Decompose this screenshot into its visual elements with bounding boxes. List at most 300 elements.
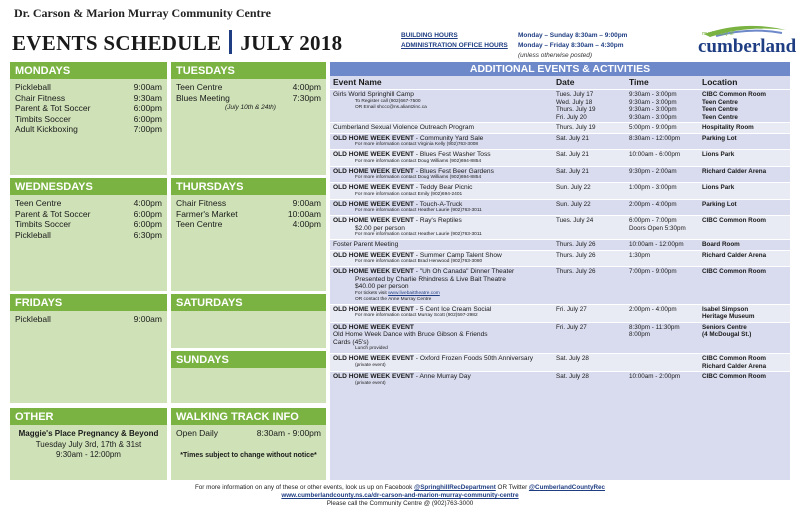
event-name: - Ray's Reptiles: [413, 217, 462, 224]
event-name: - Blues Fest Beer Gardens: [413, 167, 494, 175]
event-time: 10:00am - 2:00pm: [629, 373, 681, 380]
event-location-cell: [702, 135, 790, 149]
event-name: - Blues Fest Washer Toss: [413, 151, 491, 158]
walking-header: WALKING TRACK INFO: [171, 408, 326, 425]
event-time-cell: [629, 268, 702, 303]
event-location-cell: [702, 373, 790, 387]
event-date: Thurs. July 19: [556, 124, 596, 131]
event-title: [333, 217, 556, 225]
activity-time: 4:00pm: [292, 82, 321, 92]
activity-time: 9:00am: [292, 198, 321, 208]
event-title: [333, 168, 556, 176]
event-date: Sun. July 22: [556, 184, 591, 191]
event-name-cell: [330, 252, 556, 266]
event-location-cell: [702, 306, 790, 321]
event-row: [330, 215, 790, 239]
event-time: 8:30pm - 11:30pm: [629, 323, 680, 331]
event-time-cell: [629, 217, 702, 238]
event-prefix: OLD HOME WEEK EVENT: [333, 323, 414, 331]
col-time: Time: [629, 77, 649, 87]
event-time: 2:00pm - 4:00pm: [629, 305, 677, 313]
event-time-cell: [629, 168, 702, 182]
event-location: Board Room: [702, 241, 740, 248]
walking-rows: [171, 425, 326, 442]
event-location: Teen Centre: [702, 98, 738, 106]
event-title: [333, 241, 556, 249]
event-title: [333, 373, 556, 381]
event-date-cell: [556, 241, 629, 249]
event-location-cell: [702, 241, 790, 249]
office-hours-label: ADMINISTRATION OFFICE HOURS: [401, 42, 508, 49]
facebook-link[interactable]: @SpringhillRecDepartment: [414, 484, 496, 491]
event-name: - Oxford Frozen Foods 50th Anniversary: [413, 355, 534, 362]
event-contact: (private event): [355, 362, 386, 368]
fridays-row: [15, 314, 162, 325]
event-time: 2:00pm - 4:00pm: [629, 200, 677, 208]
other-line1: Maggie's Place Pregnancy & Beyond: [18, 429, 159, 438]
event-row: [330, 182, 790, 199]
event-name: Foster Parent Meeting: [333, 241, 399, 248]
event-time-cell: [629, 373, 702, 387]
mondays-box: [10, 62, 167, 175]
activity-time: 10:00am: [287, 208, 321, 219]
event-time: 1:00pm - 3:00pm: [629, 184, 677, 191]
event-location-cell: [702, 268, 790, 303]
thursdays-row: [176, 198, 321, 209]
event-contact: For more information contact Virginia Kelly (902)763-3008: [355, 142, 479, 147]
event-title: [333, 184, 556, 192]
cumberland-logo: [664, 22, 797, 62]
walking-notice: *Times subject to change without notice*: [180, 451, 317, 459]
wednesdays-rows: [10, 195, 167, 243]
event-location: Isabel Simpson: [702, 305, 749, 313]
event-date-cell: [556, 135, 629, 149]
activity-name: Timbits Soccer: [15, 113, 71, 124]
event-location: CIBC Common Room: [702, 217, 767, 224]
event-detail: Presented by Charlie Rhindress & Live Bait Theatre: [355, 275, 506, 283]
event-contact: For more information contact Murray Scott (902)597-2982: [355, 313, 478, 318]
event-title: [333, 252, 556, 260]
event-date: Thurs. July 26: [556, 251, 596, 259]
event-date-cell: [556, 151, 629, 165]
event-contact: Lunch provided: [355, 346, 388, 351]
event-date-cell: [556, 184, 629, 198]
event-time-cell: [629, 135, 702, 149]
activity-name: Teen Centre: [176, 82, 223, 92]
event-time: 9:30am - 3:00pm: [629, 98, 677, 106]
walking-label: Open Daily: [176, 428, 219, 438]
activity-name: Adult Kickboxing: [15, 124, 78, 134]
events-table-head: [330, 76, 790, 89]
activity-name: Teen Centre: [15, 198, 62, 208]
event-time: 8:00pm: [629, 331, 651, 338]
event-date: Fri. July 27: [556, 305, 587, 313]
event-date-cell: [556, 91, 629, 121]
logo-small-text: municipality of: [702, 31, 734, 37]
event-name-cell: [330, 268, 556, 303]
event-name: - 5 Cent Ice Cream Social: [413, 305, 492, 313]
tuesdays-box: [171, 62, 326, 175]
event-location: Richard Calder Arena: [702, 362, 767, 370]
event-location-cell: [702, 151, 790, 165]
event-prefix: OLD HOME WEEK EVENT: [333, 251, 414, 259]
walking-time: 8:30am - 9:00pm: [256, 428, 321, 438]
event-location: Seniors Centre: [702, 323, 747, 331]
event-name-cell: [330, 217, 556, 238]
event-time: 10:00am - 12:00pm: [629, 241, 684, 248]
event-contact: For more information contact Doug Williams (902)694-8854: [355, 175, 482, 180]
sundays-header: SUNDAYS: [171, 351, 326, 368]
event-detail: $40.00 per person: [355, 283, 409, 290]
mondays-row: [15, 114, 162, 125]
event-title: [333, 201, 556, 209]
event-row: [330, 353, 790, 371]
event-location: Hospitality Room: [702, 124, 754, 131]
event-contact: For more information contact Heather Laurie (902)763-3011: [355, 232, 482, 237]
event-prefix: OLD HOME WEEK EVENT: [333, 184, 414, 191]
events-header: ADDITIONAL EVENTS & ACTIVITIES: [330, 62, 790, 76]
thursdays-row: [176, 209, 321, 220]
activity-time: 6:30pm: [133, 229, 162, 240]
mondays-header: MONDAYS: [10, 62, 167, 79]
event-row: [330, 304, 790, 322]
event-location: CIBC Common Room: [702, 373, 767, 380]
thursdays-rows: [171, 195, 326, 233]
event-location: Richard Calder Arena: [702, 167, 767, 175]
event-location-cell: [702, 201, 790, 215]
event-date: Thurs. July 26: [556, 268, 596, 275]
event-date-cell: [556, 252, 629, 266]
event-time-cell: [629, 252, 702, 266]
event-date-cell: [556, 201, 629, 215]
mondays-row: [15, 93, 162, 104]
event-body-line: Cards (45's): [333, 338, 369, 346]
event-name-cell: [330, 91, 556, 121]
activity-time: 6:00pm: [133, 219, 162, 229]
event-row: [330, 371, 790, 388]
activity-name: Pickleball: [15, 229, 51, 240]
tuesdays-note: (July 10th & 24th): [225, 104, 276, 111]
event-prefix: OLD HOME WEEK EVENT: [333, 167, 414, 175]
event-contact: For more information contact Heather Laurie (902)763-3011: [355, 208, 482, 213]
event-time: 9:30am - 3:00pm: [629, 106, 677, 113]
event-time: 9:30am - 3:00pm: [629, 91, 677, 98]
event-row: [330, 89, 790, 122]
event-name-cell: [330, 355, 556, 370]
event-name-cell: [330, 241, 556, 249]
office-hours-note: (unless otherwise posted): [518, 52, 593, 59]
thursdays-header: THURSDAYS: [171, 178, 326, 195]
event-location-cell: [702, 91, 790, 121]
footer-line1: [100, 484, 700, 492]
other-line3: 9:30am - 12:00pm: [56, 450, 121, 459]
event-date: Fri. July 27: [556, 323, 587, 331]
event-name: - Touch-A-Truck: [413, 200, 463, 208]
logo-big-text: cumberland: [698, 36, 797, 57]
event-location: Richard Calder Arena: [702, 251, 767, 259]
activity-time: 6:00pm: [133, 113, 162, 124]
event-name-cell: [330, 124, 556, 132]
event-title: [333, 324, 556, 332]
event-contact: (private event): [355, 380, 386, 386]
event-date-cell: [556, 306, 629, 321]
thursdays-row: [176, 219, 321, 230]
fridays-header: FRIDAYS: [10, 294, 167, 311]
event-row: [330, 239, 790, 250]
event-name-cell: [330, 324, 556, 353]
footer-line1-mid: OR Twitter: [495, 484, 529, 491]
event-name: - Anne Murray Day: [413, 373, 471, 380]
building-hours-label: BUILDING HOURS: [401, 32, 458, 39]
event-location: Parking Lot: [702, 134, 737, 142]
event-contact: For more information contact Doug Williams (902)694-8854: [355, 158, 482, 164]
event-prefix: OLD HOME WEEK EVENT: [333, 373, 414, 380]
event-location: (4 McDougal St.): [702, 331, 752, 338]
tuesdays-header: TUESDAYS: [171, 62, 326, 79]
event-location: CIBC Common Room: [702, 268, 767, 275]
wednesdays-row: [15, 219, 162, 230]
office-hours-value: Monday – Friday 8:30am – 4:30pm: [518, 42, 624, 49]
event-time: 7:00pm - 9:00pm: [629, 268, 677, 275]
activity-name: Parent & Tot Soccer: [15, 208, 91, 219]
event-name: Girls World Springhill Camp: [333, 91, 414, 98]
event-title: [333, 306, 556, 314]
event-date-cell: [556, 324, 629, 353]
event-prefix: OLD HOME WEEK EVENT: [333, 305, 414, 313]
event-contact: For more information contact Emily (902)694-2401: [355, 191, 463, 197]
event-location: Heritage Museum: [702, 313, 755, 320]
event-date: Sun. July 22: [556, 200, 591, 208]
event-name-cell: [330, 184, 556, 198]
event-time: 9:30am - 3:00pm: [629, 113, 677, 121]
building-hours-value: Monday – Sunday 8:30am – 9:00pm: [518, 32, 628, 39]
other-header: OTHER: [10, 408, 167, 425]
other-box: [10, 408, 167, 480]
fridays-rows: [10, 311, 167, 328]
activity-time: 9:00am: [133, 314, 162, 324]
event-date: Sat. July 21: [556, 151, 589, 158]
event-location: Teen Centre: [702, 113, 738, 121]
event-date: Fri. July 20: [556, 113, 587, 121]
activity-time: 6:00pm: [133, 208, 162, 219]
mondays-rows: [10, 79, 167, 138]
tickets-link[interactable]: www.livebaittheatre.com: [388, 290, 440, 296]
event-location: Parking Lot: [702, 200, 737, 208]
event-prefix: OLD HOME WEEK EVENT: [333, 268, 414, 275]
mondays-row: [15, 103, 162, 114]
col-event-name: Event Name: [333, 77, 382, 87]
event-time-cell: [629, 124, 702, 132]
event-date: Thurs. July 19: [556, 106, 596, 113]
event-name-cell: [330, 373, 556, 387]
event-prefix: OLD HOME WEEK EVENT: [333, 355, 414, 362]
fridays-box: [10, 294, 167, 403]
activity-time: 7:00pm: [133, 124, 162, 134]
event-location-cell: [702, 184, 790, 198]
event-name-cell: [330, 168, 556, 182]
event-date: Tues. July 17: [556, 91, 594, 98]
event-body-line: Old Home Week Dance with Bruce Gibson & Friends: [333, 331, 488, 338]
event-location-cell: [702, 124, 790, 132]
walking-box: [171, 408, 326, 480]
saturdays-header: SATURDAYS: [171, 294, 326, 311]
event-time-cell: [629, 306, 702, 321]
event-row: [330, 122, 790, 133]
event-time-cell: [629, 324, 702, 353]
event-contact: OR contact the Anne Murray Centre: [355, 296, 432, 302]
tuesdays-list: [176, 82, 321, 103]
title-left: EVENTS SCHEDULE: [12, 31, 222, 55]
event-location: Teen Centre: [702, 106, 738, 113]
wednesdays-row: [15, 198, 162, 209]
event-date: Sat. July 28: [556, 355, 589, 362]
title-divider: [229, 30, 232, 54]
sundays-box: [171, 351, 326, 403]
event-date-cell: [556, 124, 629, 132]
event-time-cell: [629, 241, 702, 249]
activity-name: Teen Centre: [176, 219, 223, 229]
events-panel: [330, 62, 790, 480]
event-time: 5:00pm - 9:00pm: [629, 124, 677, 131]
col-date: Date: [556, 77, 575, 87]
tuesdays-row: [176, 82, 321, 93]
org-name: Dr. Carson & Marion Murray Community Centre: [14, 6, 271, 20]
mondays-row: [15, 124, 162, 135]
event-time: 6:00pm - 7:00pm: [629, 217, 677, 224]
footer-phone: Please call the Community Centre @ (902)763-3000: [326, 500, 474, 507]
event-date: Thurs. July 26: [556, 241, 596, 248]
event-date: Wed. July 18: [556, 98, 593, 106]
event-location: Lions Park: [702, 184, 735, 191]
event-prefix: OLD HOME WEEK EVENT: [333, 217, 414, 224]
event-date: Sat. July 21: [556, 167, 589, 175]
event-location: CIBC Common Room: [702, 355, 767, 362]
website-link[interactable]: www.cumberlandcounty.ns.ca/dr-carson-and-marion-murray-community-centre: [281, 492, 519, 499]
other-line2: Tuesday July 3rd, 17th & 31st: [35, 439, 142, 449]
event-row: [330, 266, 790, 304]
event-name: - Community Yard Sale: [413, 134, 484, 142]
hours-values: [518, 31, 627, 61]
title-right: JULY 2018: [240, 31, 343, 55]
activity-time: 9:30am: [133, 92, 162, 103]
other-content: [10, 425, 167, 461]
event-time: 1:30pm: [629, 251, 651, 259]
page-title: [12, 30, 342, 56]
event-prefix: OLD HOME WEEK EVENT: [333, 134, 414, 142]
event-name-cell: [330, 135, 556, 149]
activity-time: 9:00am: [133, 82, 162, 92]
wednesdays-row: [15, 209, 162, 220]
event-location-cell: [702, 252, 790, 266]
event-date-cell: [556, 217, 629, 238]
event-row: [330, 149, 790, 166]
event-time-cell: [629, 151, 702, 165]
saturdays-box: [171, 294, 326, 348]
event-time-cell: [629, 355, 702, 370]
activity-name: Chair Fitness: [15, 92, 66, 103]
activity-name: Pickleball: [15, 82, 51, 92]
event-name-cell: [330, 306, 556, 321]
activity-name: Farmer's Market: [176, 208, 238, 219]
event-time-cell: [629, 201, 702, 215]
twitter-link[interactable]: @CumberlandCountyRec: [528, 484, 606, 491]
tickets-pre: For tickets visit: [355, 290, 389, 296]
tuesdays-row: [176, 93, 321, 104]
event-row: [330, 199, 790, 216]
event-location-cell: [702, 355, 790, 370]
event-prefix: OLD HOME WEEK EVENT: [333, 200, 414, 208]
event-name-cell: [330, 201, 556, 215]
thursdays-box: [171, 178, 326, 291]
event-name-cell: [330, 151, 556, 165]
event-row: [330, 133, 790, 150]
event-date: Sat. July 21: [556, 134, 589, 142]
event-title: [333, 355, 556, 363]
event-row: [330, 250, 790, 267]
event-title: [333, 268, 556, 276]
event-date: Sat. July 28: [556, 373, 589, 380]
event-time: 8:30am - 12:00pm: [629, 134, 681, 142]
activity-time: 4:00pm: [133, 198, 162, 208]
activity-time: 4:00pm: [292, 219, 321, 229]
event-name: - "Uh Oh Canada" Dinner Theater: [413, 268, 515, 275]
events-table-body: [330, 89, 790, 388]
event-name: - Teddy Bear Picnic: [413, 184, 473, 191]
activity-time: 7:30pm: [292, 92, 321, 103]
event-time: Doors Open 5:30pm: [629, 224, 686, 232]
activity-name: Timbits Soccer: [15, 219, 71, 229]
event-location: Lions Park: [702, 151, 735, 158]
event-name: Cumberland Sexual Violence Outreach Program: [333, 124, 474, 131]
activity-name: Parent & Tot Soccer: [15, 103, 91, 113]
event-time: 9:30pm - 2:00am: [629, 167, 677, 175]
event-location: CIBC Common Room: [702, 91, 767, 98]
event-contact: To Register call (902)667-7500: [355, 98, 421, 104]
mondays-row: [15, 82, 162, 93]
event-title: [333, 91, 556, 99]
activity-name: Pickleball: [15, 314, 51, 324]
event-title: [333, 135, 556, 143]
footer-line1-pre: For more information on any of these or other events, look us up on Facebook: [194, 484, 415, 491]
wednesdays-box: [10, 178, 167, 291]
event-title: [333, 124, 556, 132]
event-location-cell: [702, 168, 790, 182]
event-detail: $2.00 per person: [355, 224, 405, 232]
event-contact: OR Email shccc@ns.aliantzinc.ca: [355, 104, 427, 110]
event-time-cell: [629, 91, 702, 121]
event-date-cell: [556, 268, 629, 303]
event-time: 10:00am - 6:00pm: [629, 151, 681, 158]
activity-time: 6:00pm: [133, 103, 162, 113]
event-contact: For more information contact Brad Henwood (902)763-3080: [355, 259, 483, 264]
event-title: [333, 151, 556, 159]
event-row: [330, 166, 790, 183]
event-row: [330, 322, 790, 354]
footer: [100, 484, 700, 508]
activity-name: Blues Meeting: [176, 92, 230, 103]
walking-row: [176, 428, 321, 439]
wednesdays-row: [15, 230, 162, 241]
col-location: Location: [702, 77, 738, 87]
event-location-cell: [702, 324, 790, 353]
event-name: - Summer Camp Talent Show: [413, 251, 502, 259]
event-date-cell: [556, 355, 629, 370]
event-time-cell: [629, 184, 702, 198]
event-date-cell: [556, 168, 629, 182]
tuesdays-rows: [171, 79, 326, 115]
event-prefix: OLD HOME WEEK EVENT: [333, 151, 414, 158]
activity-name: Chair Fitness: [176, 198, 227, 208]
